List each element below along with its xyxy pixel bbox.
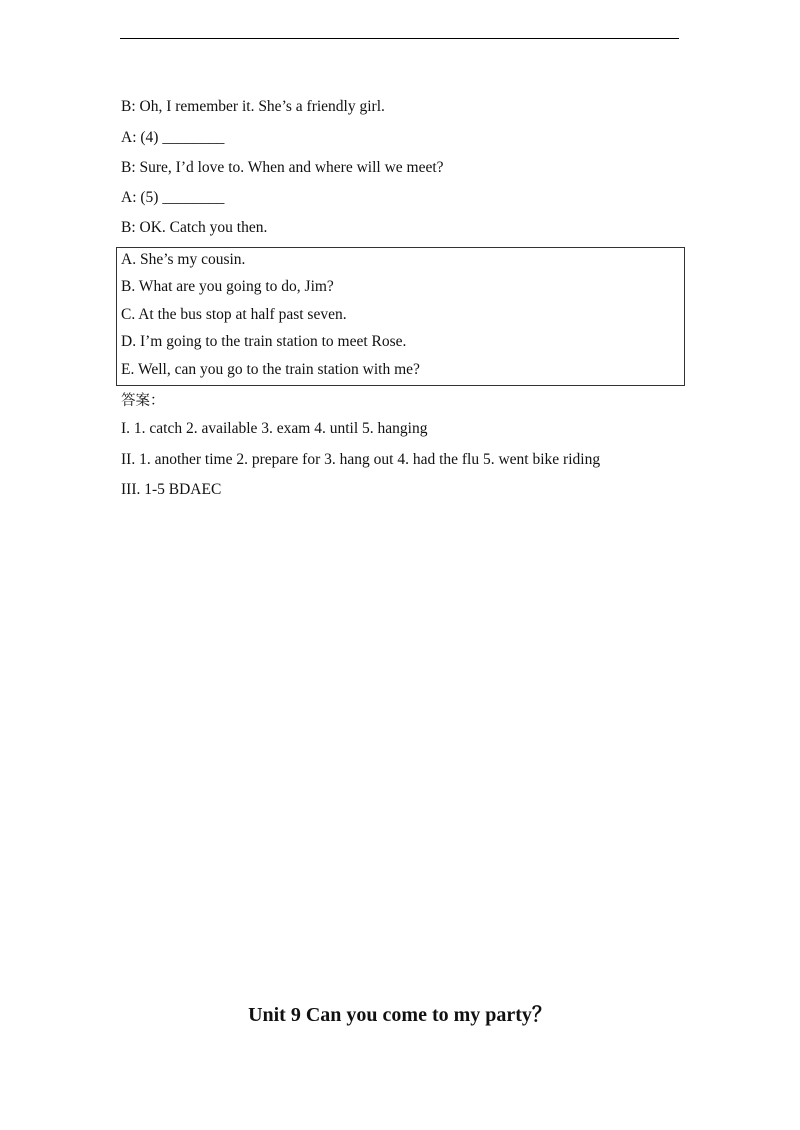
dialogue-line-3: B: Sure, I’d love to. When and where will we meet? (121, 159, 444, 176)
option-d: D. I’m going to the train station to meet Rose. (121, 333, 407, 350)
option-b: B. What are you going to do, Jim? (121, 278, 334, 295)
dialogue-line-5: B: OK. Catch you then. (121, 219, 268, 236)
answer-line-3: III. 1-5 BDAEC (121, 481, 222, 498)
option-a: A. She’s my cousin. (121, 251, 246, 268)
unit-title: Unit 9 Can you come to my party？ (248, 1004, 552, 1026)
dialogue-line-4: A: (5) ________ (121, 189, 225, 206)
header-rule (120, 38, 679, 39)
answers-label: 答案： (121, 393, 165, 409)
option-e: E. Well, can you go to the train station with me? (121, 361, 420, 378)
option-c: C. At the bus stop at half past seven. (121, 306, 347, 323)
dialogue-line-2: A: (4) ________ (121, 129, 225, 146)
answer-line-1: I. 1. catch 2. available 3. exam 4. until 5. hanging (121, 420, 428, 437)
options-box (116, 247, 685, 386)
answer-line-2: II. 1. another time 2. prepare for 3. hang out 4. had the flu 5. went bike riding (121, 451, 601, 468)
dialogue-line-1: B: Oh, I remember it. She’s a friendly girl. (121, 98, 385, 115)
